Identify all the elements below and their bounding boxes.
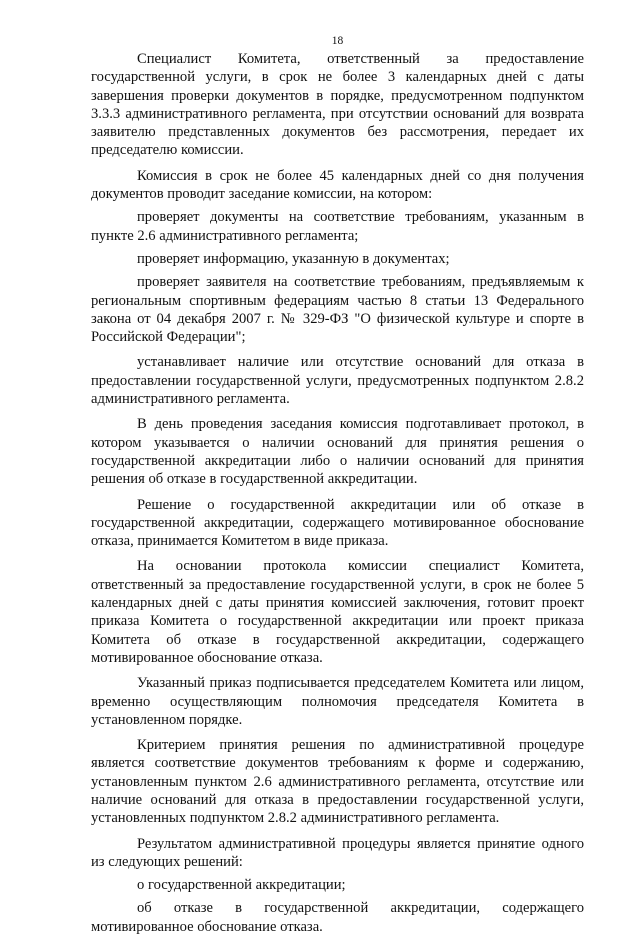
paragraph-draft-order: На основании протокола комиссии специалист Комитета, ответственный за предоставление государственной услуги, в срок не более 5 календарных дней с даты принятия комиссией заключения, готовит проект приказа Комитета о государственной аккредитации или проект приказа Комитета об отказе в государственной аккредитации, содержащего мотивированное обоснование отказа. — [91, 558, 584, 666]
paragraph-specialist-transfer: Специалист Комитета, ответственный за предоставление государственной услуги, в срок не более 3 календарных дней с даты завершения проверки документов в порядке, предусмотренном подпунктом 3.3.3 административного регламента, при отсутствии оснований для возврата заявителю представленных документов без рассмотрения, передает их председателю комиссии. — [91, 51, 584, 159]
page-number: 18 — [331, 35, 344, 47]
paragraph-checks-documents: проверяет документы на соответствие требованиям, указанным в пункте 2.6 административного регламента; — [91, 209, 584, 244]
paragraph-decision-order: Решение о государственной аккредитации или об отказе в государственной аккредитации, содержащего мотивированное обоснование отказа, принимается Комитетом в виде приказа. — [91, 496, 584, 550]
paragraph-commission-meeting: Комиссия в срок не более 45 календарных дней со дня получения документов проводит заседание комиссии, на котором: — [91, 167, 584, 203]
paragraph-procedure-result: Результатом административной процедуры является принятие одного из следующих решений: — [91, 835, 584, 870]
paragraph-checks-applicant: проверяет заявителя на соответствие требованиям, предъявляемым к региональным спортивным федерациям частью 8 статьи 13 Федерального закона от 04 декабря 2007 г. № 329-ФЗ "О физической культуре и спорте в Российской Федерации"; — [91, 274, 584, 346]
paragraph-result-refusal: об отказе в государственной аккредитации, содержащего мотивированное обоснование отказа. — [91, 900, 584, 935]
paragraph-result-accreditation: о государственной аккредитации; — [137, 877, 346, 894]
paragraph-grounds-refusal: устанавливает наличие или отсутствие оснований для отказа в предоставлении государственной услуги, предусмотренных подпунктом 2.8.2 административного регламента. — [91, 354, 584, 408]
paragraph-order-signing: Указанный приказ подписывается председателем Комитета или лицом, временно осуществляющим полномочия председателя Комитета в установленном порядке. — [91, 675, 584, 728]
paragraph-checks-information: проверяет информацию, указанную в документах; — [137, 250, 450, 267]
paragraph-protocol: В день проведения заседания комиссия подготавливает протокол, в котором указывается о наличии оснований для принятия решения о государственной аккредитации либо о наличии оснований для принятия решения об отказе в государственной аккредитации. — [91, 416, 584, 488]
paragraph-decision-criterion: Критерием принятия решения по административной процедуре является соответствие документов требованиям к форме и содержанию, установленным пунктом 2.6 административного регламента, отсутствие или наличие оснований для отказа в предоставлении государственной услуги, установленных подпунктом 2.8.2 административного регламента. — [91, 737, 584, 827]
